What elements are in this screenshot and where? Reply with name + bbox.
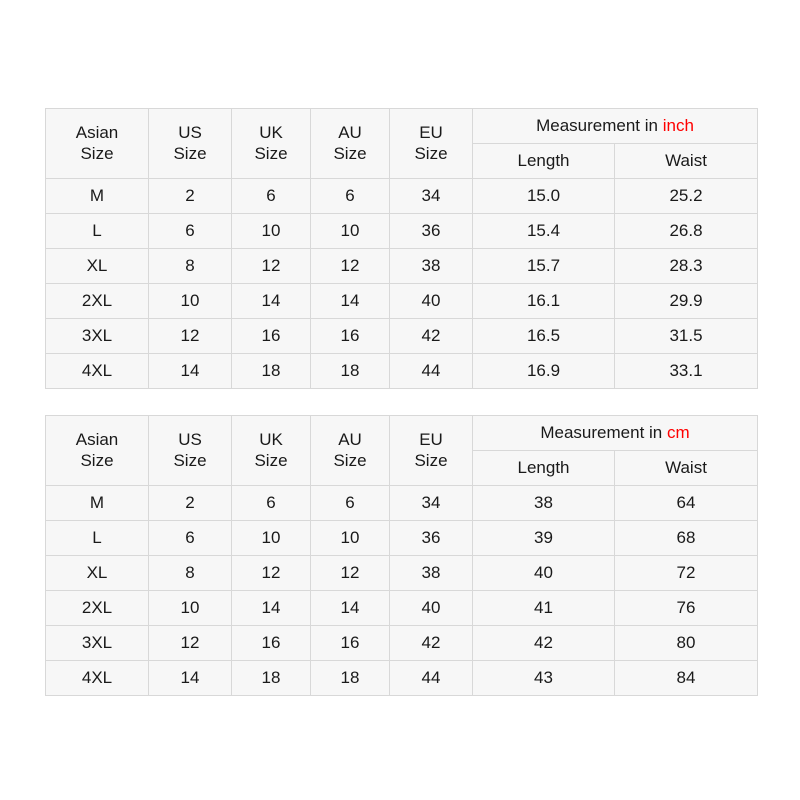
cell-us: 14 — [149, 661, 232, 696]
cell-eu: 44 — [390, 661, 473, 696]
cell-asian: 2XL — [46, 591, 149, 626]
cell-uk: 12 — [232, 556, 311, 591]
cell-eu: 44 — [390, 354, 473, 389]
cell-eu: 34 — [390, 179, 473, 214]
header-eu-line1: EU — [419, 122, 443, 142]
header-measurement-title — [473, 416, 758, 451]
cell-us: 8 — [149, 556, 232, 591]
table-row — [46, 661, 758, 696]
cell-us: 2 — [149, 486, 232, 521]
size-table-cm — [45, 415, 758, 696]
cell-asian: 2XL — [46, 284, 149, 319]
header-asian-line2: Size — [80, 450, 114, 470]
cell-au: 18 — [311, 661, 390, 696]
cell-au: 14 — [311, 591, 390, 626]
cell-au: 16 — [311, 626, 390, 661]
cell-au: 6 — [311, 179, 390, 214]
table-row — [46, 354, 758, 389]
cell-au: 12 — [311, 556, 390, 591]
cell-length: 42 — [473, 626, 615, 661]
header-waist: Waist — [615, 451, 758, 486]
header-row-primary — [46, 416, 758, 451]
header-eu-line2: Size — [414, 143, 448, 163]
cell-asian: 3XL — [46, 626, 149, 661]
header-au-line2: Size — [333, 143, 367, 163]
cell-asian: L — [46, 521, 149, 556]
cell-uk: 16 — [232, 626, 311, 661]
cell-us: 2 — [149, 179, 232, 214]
cell-uk: 6 — [232, 486, 311, 521]
table-row — [46, 626, 758, 661]
cell-waist: 68 — [615, 521, 758, 556]
cell-asian: M — [46, 179, 149, 214]
cell-waist: 64 — [615, 486, 758, 521]
cell-eu: 38 — [390, 249, 473, 284]
cell-eu: 42 — [390, 319, 473, 354]
size-table-cm-wrapper — [45, 415, 757, 696]
cell-eu: 42 — [390, 626, 473, 661]
cell-length: 43 — [473, 661, 615, 696]
cell-waist: 84 — [615, 661, 758, 696]
cell-asian: M — [46, 486, 149, 521]
cell-length: 39 — [473, 521, 615, 556]
header-us-line2: Size — [173, 143, 207, 163]
cell-length: 38 — [473, 486, 615, 521]
cell-uk: 10 — [232, 521, 311, 556]
header-row-primary — [46, 109, 758, 144]
cell-au: 10 — [311, 521, 390, 556]
header-asian-size — [46, 109, 149, 179]
cell-asian: 4XL — [46, 354, 149, 389]
header-length: Length — [473, 144, 615, 179]
table-row — [46, 284, 758, 319]
cell-length: 16.9 — [473, 354, 615, 389]
header-uk-line2: Size — [254, 450, 288, 470]
measurement-unit: cm — [666, 423, 690, 442]
header-eu-size — [390, 416, 473, 486]
table-row — [46, 214, 758, 249]
header-au-line2: Size — [333, 450, 367, 470]
cell-waist: 72 — [615, 556, 758, 591]
header-us-line1: US — [178, 429, 202, 449]
cell-eu: 40 — [390, 591, 473, 626]
cell-waist: 28.3 — [615, 249, 758, 284]
cell-asian: L — [46, 214, 149, 249]
header-us-size — [149, 416, 232, 486]
header-au-line1: AU — [338, 429, 362, 449]
cell-uk: 14 — [232, 284, 311, 319]
cell-length: 15.0 — [473, 179, 615, 214]
cell-waist: 31.5 — [615, 319, 758, 354]
cell-eu: 34 — [390, 486, 473, 521]
header-uk-line1: UK — [259, 122, 283, 142]
cell-au: 14 — [311, 284, 390, 319]
header-us-line1: US — [178, 122, 202, 142]
cell-uk: 12 — [232, 249, 311, 284]
cell-us: 12 — [149, 626, 232, 661]
cell-us: 12 — [149, 319, 232, 354]
cell-uk: 14 — [232, 591, 311, 626]
header-au-size — [311, 416, 390, 486]
header-asian-line1: Asian — [75, 429, 119, 449]
cell-au: 6 — [311, 486, 390, 521]
table-row — [46, 486, 758, 521]
cell-eu: 40 — [390, 284, 473, 319]
table-row — [46, 521, 758, 556]
cell-uk: 16 — [232, 319, 311, 354]
cell-waist: 80 — [615, 626, 758, 661]
cell-asian: 3XL — [46, 319, 149, 354]
cell-waist: 76 — [615, 591, 758, 626]
cell-uk: 18 — [232, 354, 311, 389]
cell-us: 6 — [149, 521, 232, 556]
header-eu-line2: Size — [414, 450, 448, 470]
size-table-inch — [45, 108, 758, 389]
cell-length: 16.1 — [473, 284, 615, 319]
header-measurement-title — [473, 109, 758, 144]
cell-length: 41 — [473, 591, 615, 626]
cell-us: 10 — [149, 284, 232, 319]
measurement-unit: inch — [662, 116, 694, 135]
cell-uk: 6 — [232, 179, 311, 214]
table-row — [46, 249, 758, 284]
table-row — [46, 319, 758, 354]
header-uk-line2: Size — [254, 143, 288, 163]
cell-asian: XL — [46, 249, 149, 284]
header-eu-size — [390, 109, 473, 179]
cell-length: 40 — [473, 556, 615, 591]
header-asian-line2: Size — [80, 143, 114, 163]
measurement-prefix: Measurement in — [540, 423, 667, 442]
header-waist: Waist — [615, 144, 758, 179]
cell-waist: 33.1 — [615, 354, 758, 389]
header-us-size — [149, 109, 232, 179]
table-row — [46, 179, 758, 214]
header-asian-size — [46, 416, 149, 486]
cell-au: 16 — [311, 319, 390, 354]
header-eu-line1: EU — [419, 429, 443, 449]
cell-au: 10 — [311, 214, 390, 249]
header-us-line2: Size — [173, 450, 207, 470]
cell-asian: XL — [46, 556, 149, 591]
header-uk-line1: UK — [259, 429, 283, 449]
cell-uk: 10 — [232, 214, 311, 249]
cell-au: 12 — [311, 249, 390, 284]
size-table-inch-wrapper — [45, 108, 757, 389]
header-length: Length — [473, 451, 615, 486]
header-asian-line1: Asian — [75, 122, 119, 142]
cell-waist: 26.8 — [615, 214, 758, 249]
cell-asian: 4XL — [46, 661, 149, 696]
cell-eu: 36 — [390, 521, 473, 556]
cell-uk: 18 — [232, 661, 311, 696]
cell-us: 10 — [149, 591, 232, 626]
cell-eu: 38 — [390, 556, 473, 591]
cell-length: 15.7 — [473, 249, 615, 284]
measurement-prefix: Measurement in — [536, 116, 663, 135]
cell-waist: 25.2 — [615, 179, 758, 214]
cell-us: 8 — [149, 249, 232, 284]
cell-us: 14 — [149, 354, 232, 389]
header-au-size — [311, 109, 390, 179]
cell-length: 16.5 — [473, 319, 615, 354]
table-row — [46, 591, 758, 626]
cell-au: 18 — [311, 354, 390, 389]
header-au-line1: AU — [338, 122, 362, 142]
header-uk-size — [232, 109, 311, 179]
cell-us: 6 — [149, 214, 232, 249]
cell-waist: 29.9 — [615, 284, 758, 319]
cell-length: 15.4 — [473, 214, 615, 249]
header-uk-size — [232, 416, 311, 486]
table-row — [46, 556, 758, 591]
cell-eu: 36 — [390, 214, 473, 249]
